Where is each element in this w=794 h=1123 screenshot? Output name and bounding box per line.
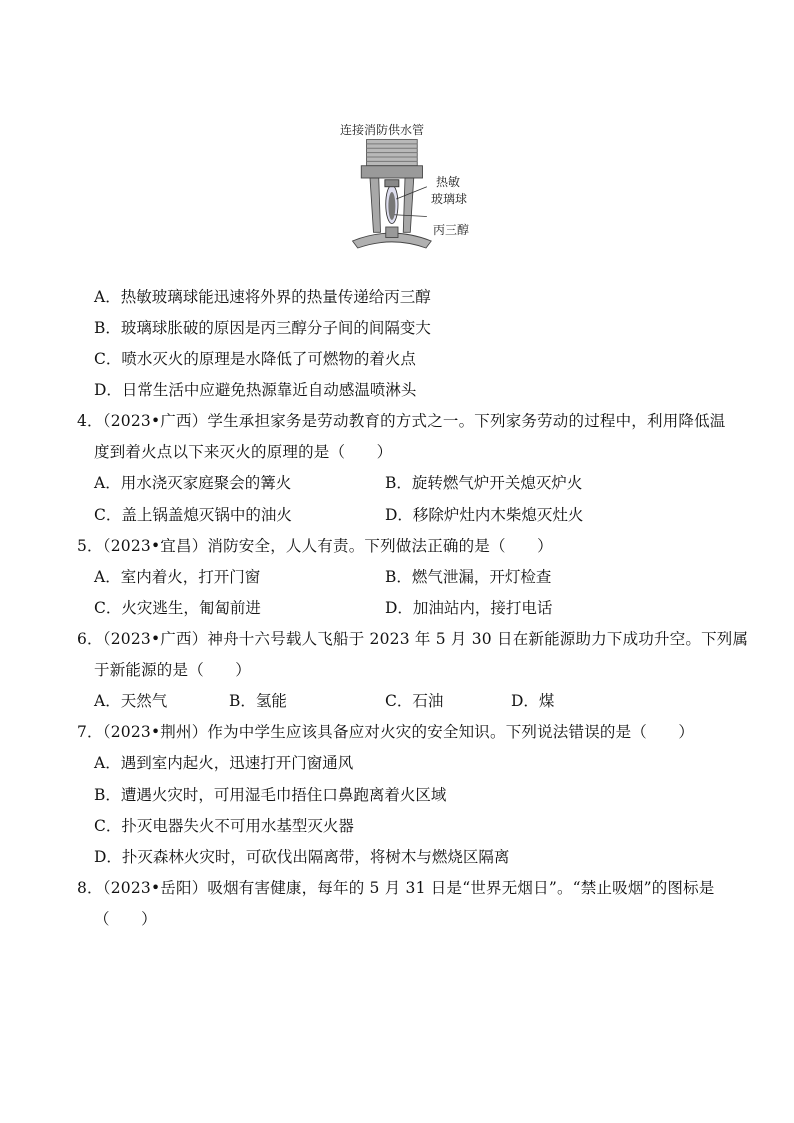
q8-stem-line1: 8．（2023•岳阳）吸烟有害健康，每年的 5 月 31 日是“世界无烟日”。“禁止吸烟”的图标是 [77,879,715,897]
q5-option-a: A．室内着火，打开门窗 [94,568,261,586]
q4-option-b: B．旋转燃气炉开关熄灭炉火 [385,474,583,492]
q7-option-c: C．扑灭电器失火不可用水基型灭火器 [94,817,354,835]
q7-stem-line1: 7．（2023•荆州）作为中学生应该具备应对火灾的安全知识。下列说法错误的是（ ） [77,723,695,741]
q7-option-d: D．扑灭森林火灾时，可砍伐出隔离带，将树木与燃烧区隔离 [94,848,510,866]
q4-option-d: D．移除炉灶内木柴熄灭灶火 [385,506,584,524]
q6-option-c: C．石油 [385,692,444,710]
q7-option-a: A．遇到室内起火，迅速打开门窗通风 [94,754,354,772]
q6-option-d: D．煤 [511,692,555,710]
q6-stem-line2: 于新能源的是（ ） [94,661,252,679]
q6-option-b: B．氢能 [229,692,287,710]
q6-option-a: A．天然气 [94,692,168,710]
q5-option-c: C．火灾逃生，匍匐前进 [94,599,261,617]
q8-stem-line2: （ ） [94,910,157,928]
q3-option-b: B．玻璃球胀破的原因是丙三醇分子间的间隔变大 [94,319,431,337]
q4-stem-line2: 度到着火点以下来灭火的原理的是（ ） [94,443,393,461]
figure-label-liquid: 丙三醇 [433,223,470,237]
q4-option-c: C．盖上锅盖熄灭锅中的油火 [94,506,292,524]
q4-stem-line1: 4．（2023•广西）学生承担家务是劳动教育的方式之一。下列家务劳动的过程中，利用降低温 [77,412,726,430]
q5-stem-line1: 5．（2023•宜昌）消防安全，人人有责。下列做法正确的是（ ） [77,537,553,555]
q4-option-a: A．用水浇灭家庭聚会的篝火 [94,474,292,492]
q7-option-b: B．遭遇火灾时，可用湿毛巾捂住口鼻跑离着火区域 [94,786,447,804]
figure-label-glass-2: 玻璃球 [431,192,468,206]
q6-stem-line1: 6．（2023•广西）神舟十六号载人飞船于 2023 年 5 月 30 日在新能源助力下成功升空。下列属 [77,630,749,648]
figure-label-glass-1: 热敏 [436,175,461,189]
q5-option-d: D．加油站内，接打电话 [385,599,553,617]
q3-option-c: C．喷水灭火的原理是水降低了可燃物的着火点 [94,350,416,368]
figure-label-top: 连接消防供水管 [340,123,425,137]
q5-option-b: B．燃气泄漏，开灯检查 [385,568,552,586]
q3-option-d: D．日常生活中应避免热源靠近自动感温喷淋头 [94,381,417,399]
q3-option-a: A．热敏玻璃球能迅速将外界的热量传递给丙三醇 [94,288,431,306]
